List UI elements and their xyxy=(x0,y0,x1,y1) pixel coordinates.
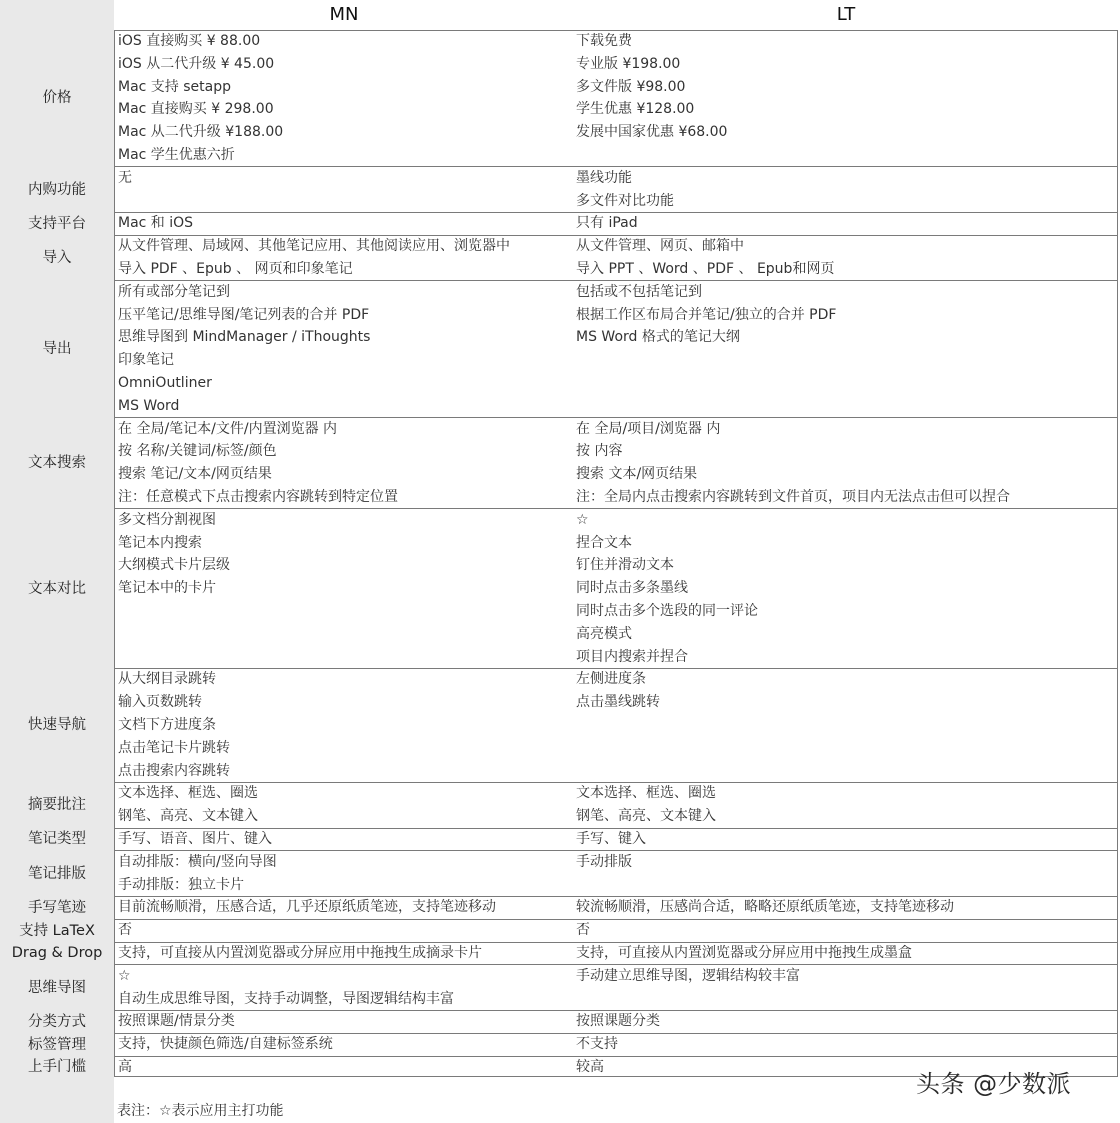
lt-cell-line: 手动排版 xyxy=(576,853,632,870)
mn-cell-line: 自动生成思维导图，支持手动调整，导图逻辑结构丰富 xyxy=(118,990,454,1007)
mn-cell-line: 支持，快捷颜色筛选/自建标签系统 xyxy=(118,1036,333,1053)
lt-cell-line: 按照课题分类 xyxy=(576,1013,660,1030)
mn-cell-line: 笔记本中的卡片 xyxy=(118,580,216,597)
row-category: 上手门槛 xyxy=(28,1059,86,1076)
row-divider xyxy=(114,919,1118,920)
lt-cell-line: 否 xyxy=(576,922,590,939)
mn-cell-line: Mac 直接购买 ¥ 298.00 xyxy=(118,101,274,118)
lt-cell-line: 点击墨线跳转 xyxy=(576,694,660,711)
row-category: Drag & Drop xyxy=(11,945,103,962)
row-divider xyxy=(114,508,1118,509)
lt-cell-line: 支持，可直接从内置浏览器或分屏应用中拖拽生成墨盒 xyxy=(576,945,912,961)
mn-cell-line: 大纲模式卡片层级 xyxy=(118,557,230,574)
mn-cell-line: 在 全局/笔记本/文件/内置浏览器 内 xyxy=(118,420,338,437)
row-category: 导出 xyxy=(42,341,72,358)
row-category: 笔记类型 xyxy=(28,831,86,848)
lt-cell-line: 不支持 xyxy=(576,1036,618,1053)
row-category: 笔记排版 xyxy=(28,865,86,882)
lt-cell-line: ☆ xyxy=(576,511,589,528)
row-divider xyxy=(114,1056,1118,1057)
lt-cell-line: 左侧进度条 xyxy=(576,671,646,688)
mn-cell-line: 压平笔记/思维导图/笔记列表的合并 PDF xyxy=(118,306,370,323)
mn-cell-line: 从文件管理、局域网、其他笔记应用、其他阅读应用、浏览器中 xyxy=(118,238,510,255)
row-category: 支持平台 xyxy=(28,215,86,232)
lt-cell-line: 钢笔、高亮、文本键入 xyxy=(576,808,716,825)
lt-cell-line: 较高 xyxy=(576,1059,604,1075)
lt-cell-line: 手动建立思维导图，逻辑结构较丰富 xyxy=(576,967,800,984)
lt-cell-line: 钉住并滑动文本 xyxy=(576,557,674,574)
lt-cell-line: 在 全局/项目/浏览器 内 xyxy=(576,420,721,437)
lt-cell-line: 多文件版 ¥98.00 xyxy=(576,78,686,95)
lt-cell-line: 同时点击多条墨线 xyxy=(576,580,688,597)
footnote: 表注：☆表示应用主打功能 xyxy=(117,1103,284,1119)
lt-cell-line: 高亮模式 xyxy=(576,625,632,642)
lt-cell-line: 下载免费 xyxy=(576,33,632,49)
mn-cell-line: 笔记本内搜索 xyxy=(118,534,202,551)
mn-cell-line: 自动排版：横向/竖向导图 xyxy=(118,853,277,870)
mn-cell-line: ☆ xyxy=(118,967,131,984)
mn-cell-line: 点击笔记卡片跳转 xyxy=(118,739,230,756)
row-category: 文本对比 xyxy=(28,580,86,597)
mn-cell-line: 注：任意模式下点击搜索内容跳转到特定位置 xyxy=(118,489,398,505)
lt-cell-line: 只有 iPad xyxy=(576,215,638,232)
row-category: 文本搜索 xyxy=(28,455,86,472)
mn-cell-line: Mac 学生优惠六折 xyxy=(118,147,235,163)
mn-cell-line: Mac 和 iOS xyxy=(118,215,194,232)
mn-cell-line: 无 xyxy=(118,169,132,186)
lt-cell-line: 文本选择、框选、圈选 xyxy=(576,785,716,802)
mn-cell-line: iOS 直接购买 ¥ 88.00 xyxy=(118,33,261,49)
mn-cell-line: 输入页数跳转 xyxy=(118,694,202,711)
mn-cell-line: 手写、语音、图片、键入 xyxy=(118,831,272,847)
mn-cell-line: OmniOutliner xyxy=(118,375,212,391)
mn-cell-line: 点击搜索内容跳转 xyxy=(118,762,230,779)
mn-cell-line: 文档下方进度条 xyxy=(118,717,216,733)
row-category: 标签管理 xyxy=(28,1036,86,1053)
lt-cell-line: 注：全局内点击搜索内容跳转到文件首页，项目内无法点击但可以捏合 xyxy=(576,489,1010,505)
lt-cell-line: 导入 PPT 、Word 、PDF 、 Epub和网页 xyxy=(576,261,835,277)
column-header-mn: MN xyxy=(329,4,359,25)
mn-cell-line: 按 名称/关键词/标签/颜色 xyxy=(118,443,277,460)
lt-cell-line: 学生优惠 ¥128.00 xyxy=(576,101,695,118)
row-category: 导入 xyxy=(42,250,72,266)
lt-cell-line: 多文件对比功能 xyxy=(576,192,674,209)
mn-cell-line: 印象笔记 xyxy=(118,352,174,369)
mn-cell-line: Mac 从二代升级 ¥188.00 xyxy=(118,124,284,141)
lt-cell-line: 捏合文本 xyxy=(576,534,632,551)
row-category: 摘要批注 xyxy=(28,797,86,814)
row-category: 思维导图 xyxy=(28,979,86,996)
lt-cell-line: 较流畅顺滑，压感尚合适，略略还原纸质笔迹，支持笔迹移动 xyxy=(576,899,954,916)
lt-cell-line: 墨线功能 xyxy=(576,169,632,186)
row-category: 分类方式 xyxy=(28,1013,86,1030)
mn-cell-line: 多文档分割视图 xyxy=(118,511,216,528)
mn-cell-line: 思维导图到 MindManager / iThoughts xyxy=(118,329,371,346)
lt-cell-line: 发展中国家优惠 ¥68.00 xyxy=(576,124,728,141)
mn-cell-line: 导入 PDF 、Epub 、 网页和印象笔记 xyxy=(118,261,353,277)
row-category: 手写笔迹 xyxy=(28,899,86,916)
lt-cell-line: 项目内搜索并捏合 xyxy=(576,648,688,665)
row-category: 快速导航 xyxy=(28,717,86,734)
column-header-lt: LT xyxy=(836,4,856,25)
lt-cell-line: MS Word 格式的笔记大纲 xyxy=(576,329,740,346)
row-category: 内购功能 xyxy=(28,181,86,198)
lt-cell-line: 手写、键入 xyxy=(576,831,646,847)
lt-cell-line: 按 内容 xyxy=(576,443,623,460)
mn-cell-line: 否 xyxy=(118,922,132,939)
mn-cell-line: 手动排版：独立卡片 xyxy=(118,876,244,893)
watermark-text: 头条 @少数派 xyxy=(916,1070,1072,1098)
lt-cell-line: 专业版 ¥198.00 xyxy=(576,55,681,72)
lt-cell-line: 包括或不包括笔记到 xyxy=(576,283,702,300)
mn-cell-line: 钢笔、高亮、文本键入 xyxy=(118,808,258,825)
row-category: 价格 xyxy=(42,90,72,107)
mn-cell-line: 支持，可直接从内置浏览器或分屏应用中拖拽生成摘录卡片 xyxy=(118,945,482,961)
mn-cell-line: iOS 从二代升级 ¥ 45.00 xyxy=(118,55,275,72)
mn-cell-line: 所有或部分笔记到 xyxy=(118,283,230,300)
mn-cell-line: 搜索 笔记/文本/网页结果 xyxy=(118,466,272,483)
mn-cell-line: 文本选择、框选、圈选 xyxy=(118,785,258,802)
lt-cell-line: 根据工作区布局合并笔记/独立的合并 PDF xyxy=(576,306,837,323)
mn-cell-line: 高 xyxy=(118,1059,132,1075)
mn-cell-line: 目前流畅顺滑，压感合适，几乎还原纸质笔迹，支持笔迹移动 xyxy=(118,899,496,916)
mn-cell-line: MS Word xyxy=(118,397,180,414)
mn-cell-line: 从大纲目录跳转 xyxy=(118,671,216,688)
lt-cell-line: 同时点击多个选段的同一评论 xyxy=(576,603,758,619)
lt-cell-line: 从文件管理、网页、邮箱中 xyxy=(576,238,744,255)
row-category: 支持 LaTeX xyxy=(19,922,95,939)
mn-cell-line: Mac 支持 setapp xyxy=(118,78,232,95)
mn-cell-line: 按照课题/情景分类 xyxy=(118,1013,235,1030)
lt-cell-line: 搜索 文本/网页结果 xyxy=(576,466,698,483)
